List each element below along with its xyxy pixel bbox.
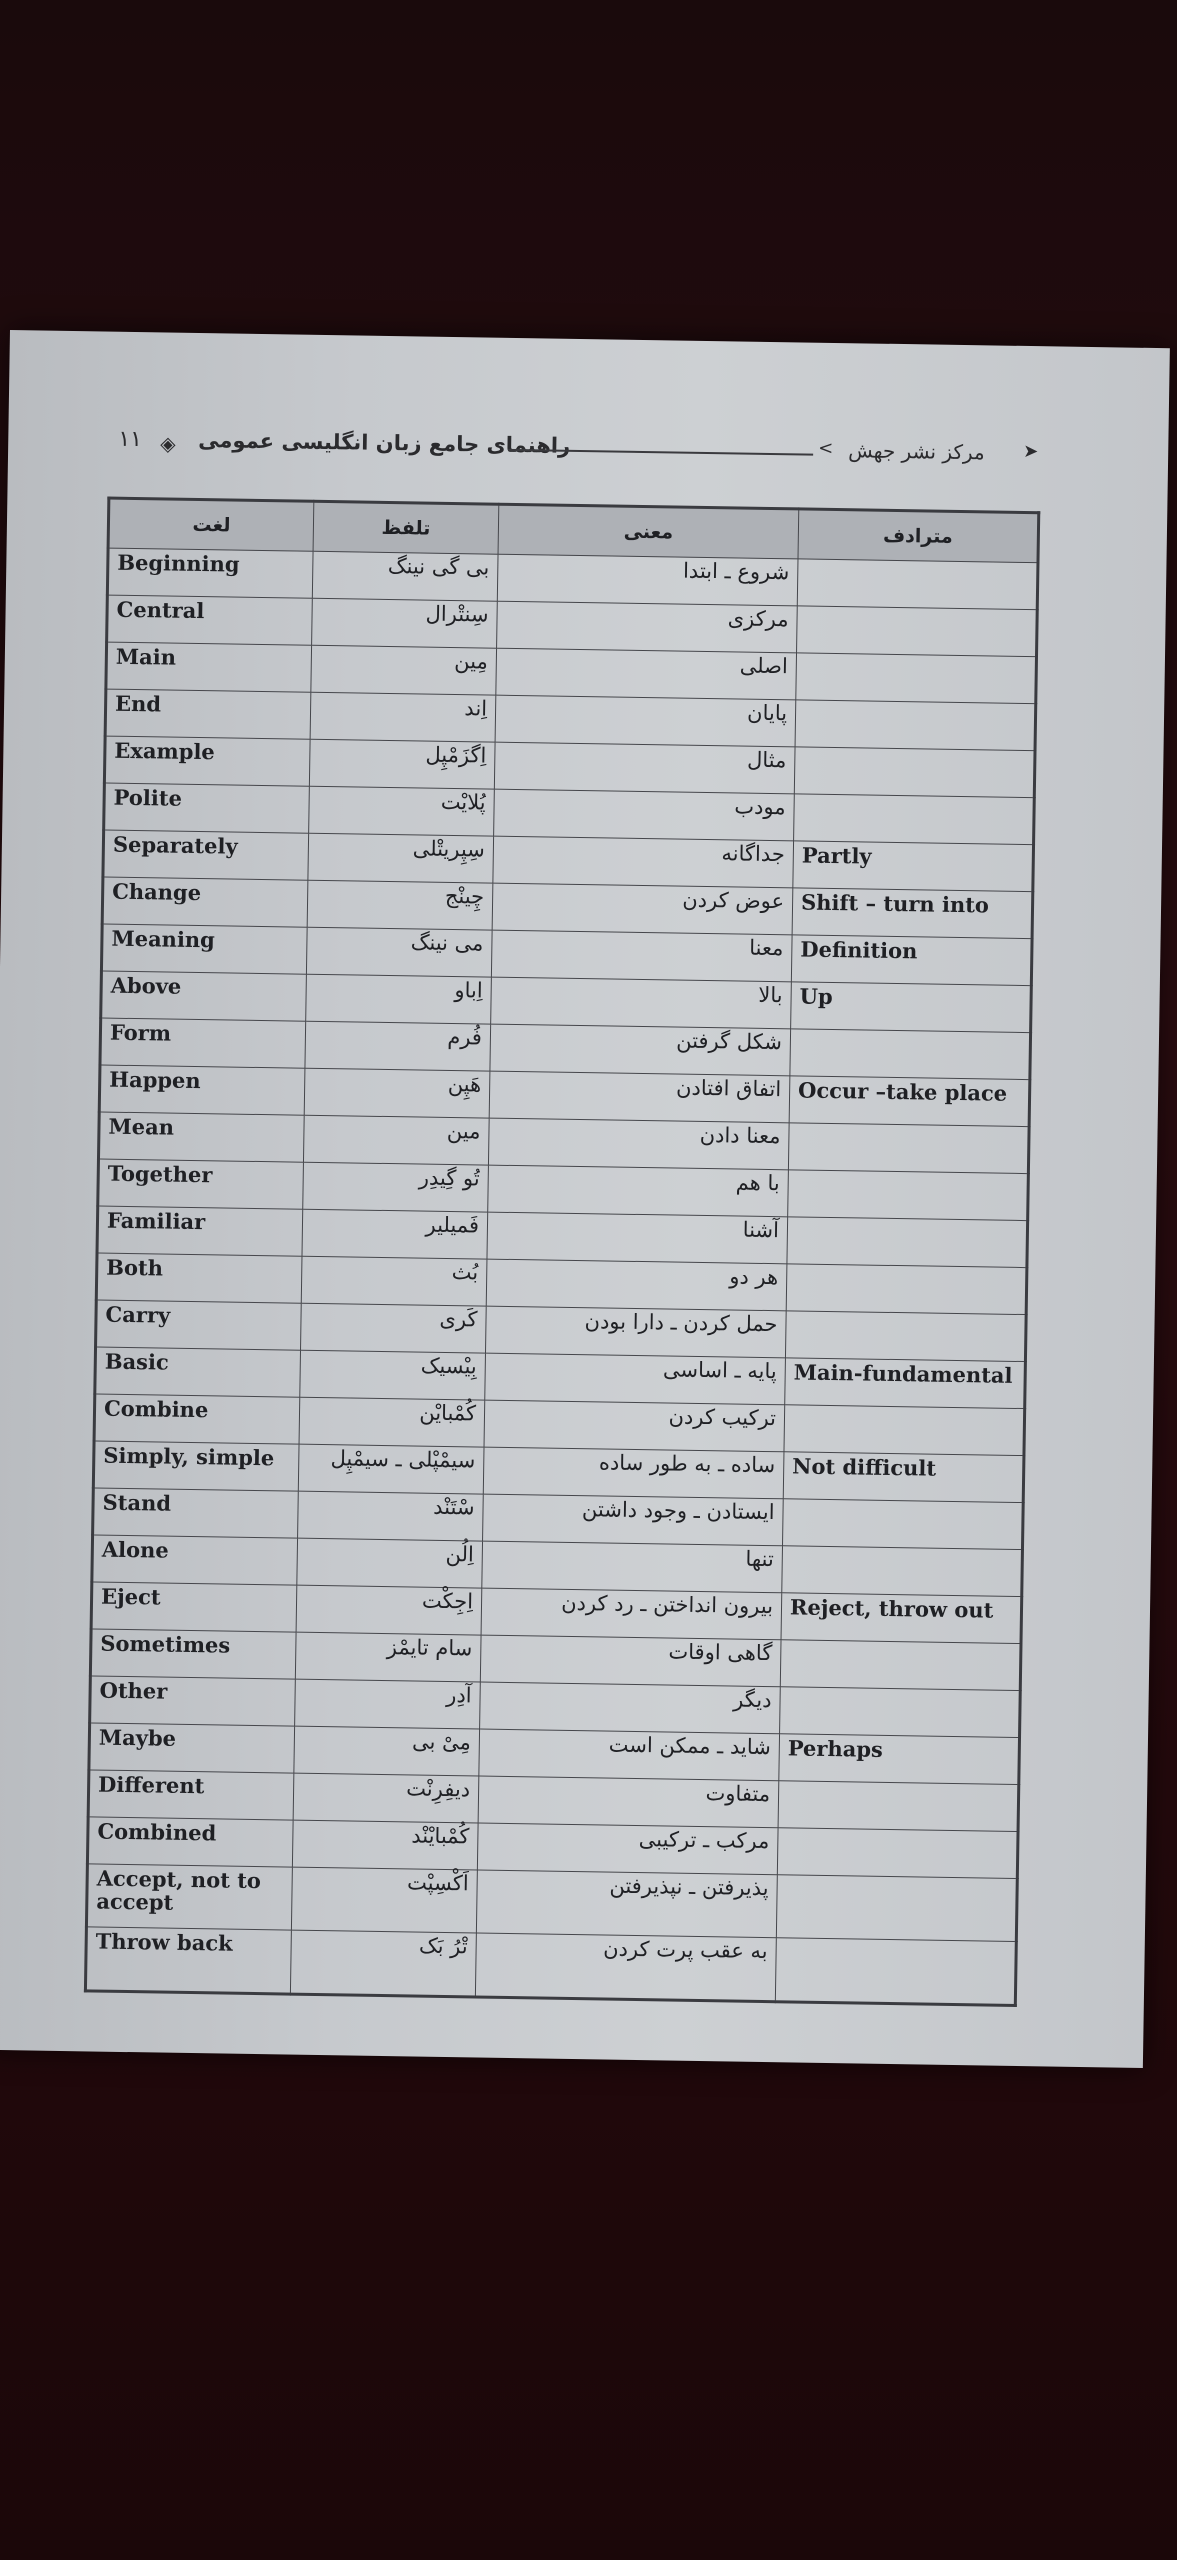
word-cell: Accept, not to accept — [86, 1864, 292, 1930]
synonym-cell — [780, 1687, 1021, 1738]
synonym-cell: Up — [791, 982, 1032, 1033]
pronunciation-cell: سْتَنْد — [298, 1491, 484, 1541]
synonym-cell — [785, 1311, 1026, 1362]
word-cell: Both — [96, 1253, 302, 1303]
vocabulary-table — [84, 497, 1040, 2007]
publisher-name: مرکز نشر جهش — [848, 438, 985, 465]
pronunciation-cell: سام تایمْز — [295, 1632, 481, 1682]
meaning-cell: آشنا — [487, 1212, 788, 1264]
synonym-cell — [778, 1781, 1019, 1832]
synonym-cell — [795, 700, 1036, 751]
meaning-cell: مرکزی — [497, 601, 798, 653]
pronunciation-cell: فَمیلیر — [302, 1209, 488, 1259]
pronunciation-cell: کَری — [301, 1303, 487, 1353]
word-cell: Combined — [87, 1817, 293, 1867]
meaning-cell: پایه ـ اساسی — [485, 1353, 786, 1405]
pronunciation-cell: مِین — [311, 645, 497, 695]
word-cell: Mean — [98, 1112, 304, 1162]
pronunciation-cell: اَکْسِپْت — [291, 1867, 477, 1933]
meaning-cell: متفاوت — [478, 1776, 779, 1828]
word-cell: Above — [101, 971, 307, 1021]
pronunciation-cell: آدِر — [295, 1679, 481, 1729]
synonym-cell — [777, 1828, 1018, 1879]
meaning-cell: عوض کردن — [492, 883, 793, 935]
meaning-cell: ساده ـ به طور ساده — [483, 1447, 784, 1499]
synonym-cell — [786, 1264, 1027, 1315]
word-cell: Main — [106, 642, 312, 692]
meaning-cell: اصلی — [496, 648, 797, 700]
pronunciation-cell: تُو گِیدِر — [303, 1162, 489, 1212]
meaning-cell: مرکب ـ ترکیبی — [477, 1823, 778, 1875]
meaning-cell: گاهی اوقات — [480, 1635, 781, 1687]
meaning-cell: معنا — [491, 930, 792, 982]
meaning-cell: دیگر — [480, 1682, 781, 1734]
synonym-cell — [797, 606, 1038, 657]
pronunciation-cell: مین — [303, 1115, 489, 1165]
meaning-cell: پایان — [495, 695, 796, 747]
word-cell: Combine — [94, 1394, 300, 1444]
synonym-cell — [782, 1499, 1023, 1550]
pronunciation-cell: سِپِریتْلی — [308, 833, 494, 883]
table-row — [85, 1927, 1016, 2006]
synonym-cell — [784, 1405, 1025, 1456]
page-number: ۱۱ — [118, 426, 143, 453]
synonym-cell: Shift – turn into — [792, 888, 1033, 939]
word-cell: Different — [88, 1770, 294, 1820]
synonym-cell — [787, 1217, 1028, 1268]
word-cell: Alone — [92, 1535, 298, 1585]
meaning-cell: هر دو — [486, 1259, 787, 1311]
book-title: راهنمای جامع زبان انگلیسی عمومی — [198, 427, 571, 458]
column-header-synonym: مترادف — [798, 509, 1039, 563]
meaning-cell: معنا دادن — [488, 1118, 789, 1170]
meaning-cell: بیرون انداختن ـ رد کردن — [481, 1588, 782, 1640]
meaning-cell: بالا — [491, 977, 792, 1029]
pronunciation-cell: چِینْج — [307, 880, 493, 930]
column-header-meaning: معنی — [498, 504, 799, 559]
word-cell: Happen — [99, 1065, 305, 1115]
column-header-pronunciation: تلفظ — [313, 501, 499, 554]
meaning-cell: شاید ـ ممکن است — [479, 1729, 780, 1781]
word-cell: Meaning — [101, 924, 307, 974]
column-header-word: لغت — [108, 498, 314, 551]
synonym-cell — [797, 559, 1038, 610]
pronunciation-cell: تْرُ بَک — [290, 1930, 476, 1997]
synonym-cell — [780, 1640, 1021, 1691]
meaning-cell: مثال — [494, 742, 795, 794]
arrow-icon: ➤ — [1023, 440, 1039, 463]
synonym-cell — [796, 653, 1037, 704]
word-cell: Sometimes — [90, 1629, 296, 1679]
pronunciation-cell: اِباو — [306, 974, 492, 1024]
synonym-cell: Occur –take place — [789, 1076, 1030, 1127]
word-cell: Separately — [103, 830, 309, 880]
word-cell: End — [105, 689, 311, 739]
pronunciation-cell: اِلُن — [297, 1538, 483, 1588]
synonym-cell — [775, 1938, 1016, 2006]
meaning-cell: شروع ـ ابتدا — [497, 554, 798, 606]
word-cell: Form — [100, 1018, 306, 1068]
synonym-cell — [794, 747, 1035, 798]
word-cell: Other — [90, 1676, 296, 1726]
word-cell: Change — [102, 877, 308, 927]
meaning-cell: حمل کردن ـ دارا بودن — [485, 1306, 786, 1358]
pronunciation-cell: مِیْ بی — [294, 1726, 480, 1776]
pronunciation-cell: اِند — [310, 692, 496, 742]
word-cell: Carry — [96, 1300, 302, 1350]
synonym-cell — [788, 1123, 1029, 1174]
pronunciation-cell: سیمْپْلی ـ سیمْپِل — [298, 1444, 484, 1494]
chevron-left-icon: < — [818, 437, 834, 459]
diamond-icon: ◈ — [160, 431, 176, 456]
synonym-cell: Perhaps — [779, 1734, 1020, 1785]
synonym-cell: Reject, throw out — [781, 1593, 1022, 1644]
pronunciation-cell: بی گی نینگ — [312, 551, 498, 601]
synonym-cell — [794, 794, 1035, 845]
meaning-cell: پذیرفتن ـ نپذیرفتن — [476, 1870, 777, 1938]
synonym-cell — [788, 1170, 1029, 1221]
synonym-cell — [790, 1029, 1031, 1080]
meaning-cell: مودب — [494, 789, 795, 841]
pronunciation-cell: کُمْبایْن — [299, 1397, 485, 1447]
word-cell: Basic — [95, 1347, 301, 1397]
meaning-cell: به عقب پرت کردن — [475, 1933, 776, 2002]
pronunciation-cell: سِنتْرال — [312, 598, 498, 648]
word-cell: Example — [104, 736, 310, 786]
pronunciation-cell: اِگزَمْپِل — [309, 739, 495, 789]
meaning-cell: اتفاق افتادن — [489, 1071, 790, 1123]
pronunciation-cell: فُرم — [305, 1021, 491, 1071]
synonym-cell: Main-fundamental — [785, 1358, 1026, 1409]
pronunciation-cell: هَپِن — [304, 1068, 490, 1118]
pronunciation-cell: دیفِرِنْت — [293, 1773, 479, 1823]
meaning-cell: با هم — [488, 1165, 789, 1217]
word-cell: Beginning — [107, 548, 313, 598]
synonym-cell — [776, 1875, 1017, 1942]
synonym-cell: Partly — [793, 841, 1034, 892]
pronunciation-cell: اِجِکْت — [296, 1585, 482, 1635]
synonym-cell: Definition — [791, 935, 1032, 986]
synonym-cell: Not difficult — [783, 1452, 1024, 1503]
word-cell: Familiar — [97, 1206, 303, 1256]
meaning-cell: جداگانه — [493, 836, 794, 888]
word-cell: Throw back — [85, 1927, 291, 1994]
pronunciation-cell: بُث — [301, 1256, 487, 1306]
word-cell: Together — [98, 1159, 304, 1209]
word-cell: Eject — [91, 1582, 297, 1632]
meaning-cell: شکل گرفتن — [490, 1024, 791, 1076]
meaning-cell: تنها — [482, 1541, 783, 1593]
word-cell: Polite — [104, 783, 310, 833]
pronunciation-cell: کُمْبایْنْد — [292, 1820, 478, 1870]
word-cell: Central — [107, 595, 313, 645]
word-cell: Maybe — [89, 1723, 295, 1773]
pronunciation-cell: می نینگ — [306, 927, 492, 977]
word-cell: Simply, simple — [93, 1441, 299, 1491]
table-body — [85, 548, 1038, 2005]
book-page — [0, 330, 1170, 2068]
meaning-cell: ترکیب کردن — [484, 1400, 785, 1452]
meaning-cell: ایستادن ـ وجود داشتن — [483, 1494, 784, 1546]
page-header — [108, 427, 1039, 482]
pronunciation-cell: پُلایْت — [309, 786, 495, 836]
word-cell: Stand — [93, 1488, 299, 1538]
synonym-cell — [782, 1546, 1023, 1597]
pronunciation-cell: بِیْسیک — [300, 1350, 486, 1400]
